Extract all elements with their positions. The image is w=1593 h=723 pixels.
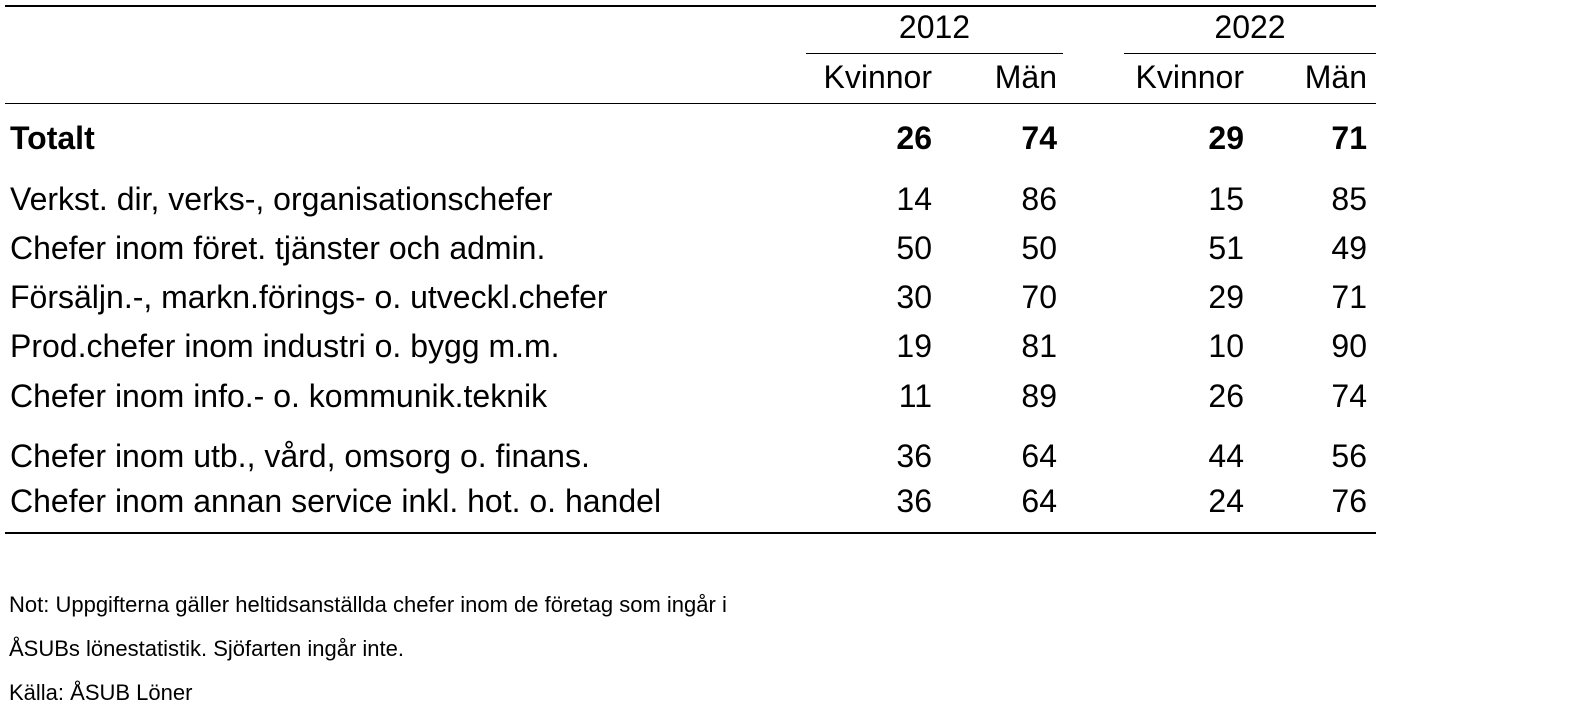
cell-man-2012: 64 <box>1021 438 1057 474</box>
year-2012-underline <box>806 53 1063 54</box>
cell-man-2022: 74 <box>1331 378 1367 414</box>
cell-man-2022: 76 <box>1331 483 1367 519</box>
cell-kvinnor-2022: 15 <box>1208 181 1244 217</box>
row-label: Försäljn.-, markn.förings- o. utveckl.chefer <box>10 279 608 315</box>
cell-man-2012: 81 <box>1021 328 1057 364</box>
cell-kvinnor-2012: 11 <box>898 378 932 414</box>
cell-kvinnor-2012: 50 <box>896 230 932 266</box>
note-line-1: Not: Uppgifterna gäller heltidsanställda chefer inom de företag som ingår i <box>9 592 727 617</box>
cell-kvinnor-2022: 29 <box>1208 120 1244 156</box>
year-header-2022: 2022 <box>1214 9 1286 45</box>
row-label: Prod.chefer inom industri o. bygg m.m. <box>10 328 560 364</box>
year-header-2012: 2012 <box>898 9 971 45</box>
row-label: Chefer inom utb., vård, omsorg o. finans. <box>10 438 590 474</box>
cell-man-2012: 50 <box>1021 230 1057 266</box>
cell-kvinnor-2022: 10 <box>1208 328 1244 364</box>
row-label: Chefer inom info.- o. kommunik.teknik <box>10 378 548 414</box>
cell-man-2022: 90 <box>1331 328 1367 364</box>
cell-kvinnor-2022: 51 <box>1208 230 1244 266</box>
note-line-2: ÅSUBs lönestatistik. Sjöfarten ingår inte. <box>9 636 404 661</box>
cell-kvinnor-2012: 19 <box>896 328 932 364</box>
cell-man-2012: 70 <box>1021 279 1057 315</box>
cell-kvinnor-2022: 29 <box>1208 279 1244 315</box>
cell-man-2022: 71 <box>1331 279 1367 315</box>
cell-man-2022: 49 <box>1331 230 1367 266</box>
header-bottom-rule <box>5 103 1376 104</box>
cell-kvinnor-2022: 26 <box>1208 378 1244 414</box>
cell-man-2012: 74 <box>1021 120 1057 156</box>
year-2022-underline <box>1124 53 1376 54</box>
cell-kvinnor-2012: 26 <box>896 120 932 156</box>
cell-kvinnor-2012: 30 <box>896 279 932 315</box>
cell-kvinnor-2022: 24 <box>1208 483 1244 519</box>
column-header-man-2012: Män <box>994 59 1057 95</box>
cell-kvinnor-2012: 36 <box>896 483 932 519</box>
cell-man-2012: 64 <box>1021 483 1057 519</box>
row-label: Totalt <box>10 120 95 156</box>
cell-man-2012: 89 <box>1021 378 1057 414</box>
cell-man-2022: 56 <box>1331 438 1367 474</box>
cell-kvinnor-2012: 14 <box>896 181 932 217</box>
row-label: Verkst. dir, verks-, organisationschefer <box>10 181 553 217</box>
cell-man-2022: 85 <box>1331 181 1367 217</box>
cell-kvinnor-2012: 36 <box>896 438 932 474</box>
source-line: Källa: ÅSUB Löner <box>9 680 193 705</box>
table-bottom-rule <box>5 532 1376 534</box>
cell-man-2012: 86 <box>1021 181 1057 217</box>
cell-man-2022: 71 <box>1331 120 1367 156</box>
column-header-kvinnor-2022: Kvinnor <box>1135 59 1244 95</box>
table-top-rule <box>5 5 1376 7</box>
cell-kvinnor-2022: 44 <box>1208 438 1244 474</box>
row-label: Chefer inom annan service inkl. hot. o. handel <box>10 483 662 519</box>
column-header-kvinnor-2012: Kvinnor <box>823 59 932 95</box>
row-label: Chefer inom föret. tjänster och admin. <box>10 230 546 266</box>
column-header-man-2022: Män <box>1304 59 1367 95</box>
